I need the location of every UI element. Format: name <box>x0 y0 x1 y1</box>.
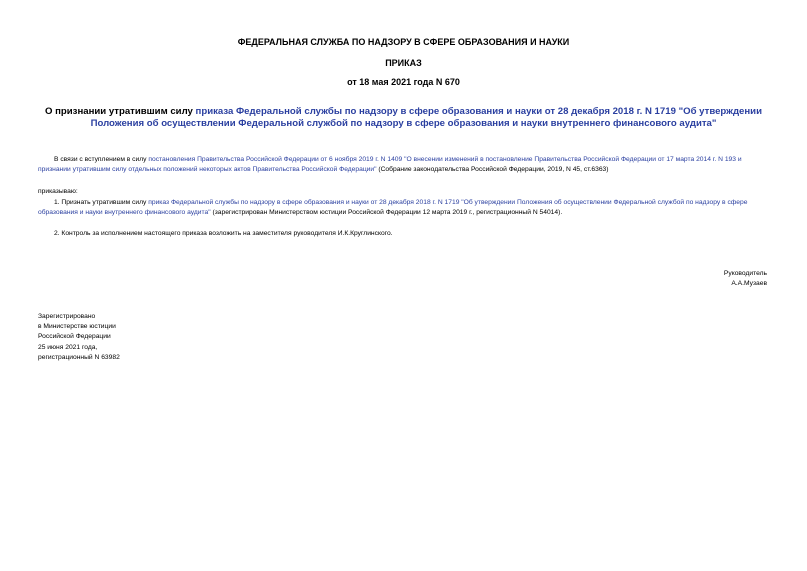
preamble-link[interactable]: постановления Правительства Российской Федерации от 6 ноября 2019 г. N 1409 "О внесении изменений в постановление Правительства Российской Федерации от 17 марта 2014 г. N 193 и признании утратившим силу отдельных положений некоторых актов Правительства Российской Федерации" <box>38 156 742 173</box>
signature-name: А.А.Музаев <box>731 280 767 287</box>
signature-role: Руководитель <box>723 270 767 277</box>
signature-block <box>724 269 767 289</box>
item1-link[interactable]: приказ Федеральной службы по надзору в сфере образования и науки от 28 декабря 2018 г. N 1719 "Об утверждении Положения об осуществлении Федеральной службой по надзору в сфере образования и науки внутреннего финансового аудита" <box>38 199 748 216</box>
title-prefix: О признании утратившим силу <box>45 106 196 117</box>
registration-line-3: Российской Федерации <box>38 333 111 341</box>
paragraph-order: приказываю: <box>38 188 78 195</box>
registration-line-2: в Министерстве юстиции <box>38 323 116 331</box>
doc-type-heading: ПРИКАЗ <box>385 58 422 68</box>
preamble-prefix: В связи с вступлением в силу <box>54 156 149 163</box>
document-title <box>30 106 777 130</box>
registration-line-5: регистрационный N 63982 <box>38 353 120 361</box>
item1-prefix: 1. Признать утратившим силу <box>54 199 149 206</box>
registration-block <box>38 312 120 363</box>
registration-line-4: 25 июня 2021 года, <box>38 343 98 351</box>
paragraph-preamble <box>38 155 773 175</box>
paragraph-item-2: 2. Контроль за исполнением настоящего приказа возложить на заместителя руководителя И.К.Круглинского. <box>54 230 393 237</box>
paragraph-item-1 <box>38 198 773 218</box>
item1-suffix: (зарегистрирован Министерством юстиции Российской Федерации 12 марта 2019 г., регистрационный N 54014). <box>210 209 563 216</box>
agency-heading: ФЕДЕРАЛЬНАЯ СЛУЖБА ПО НАДЗОРУ В СФЕРЕ ОБРАЗОВАНИЯ И НАУКИ <box>237 37 570 47</box>
date-number-heading: от 18 мая 2021 года N 670 <box>347 77 460 87</box>
title-link[interactable]: приказа Федеральной службы по надзору в сфере образования и науки от 28 декабря 2018 г. N 1719 "Об утверждении Положения об осуществлении Федеральной службой по надзору в сфере образования и науки внутреннего финансового аудита" <box>90 106 762 129</box>
preamble-suffix: (Собрание законодательства Российской Федерации, 2019, N 45, ст.6363) <box>376 166 609 173</box>
registration-line-1: Зарегистрировано <box>38 313 96 320</box>
